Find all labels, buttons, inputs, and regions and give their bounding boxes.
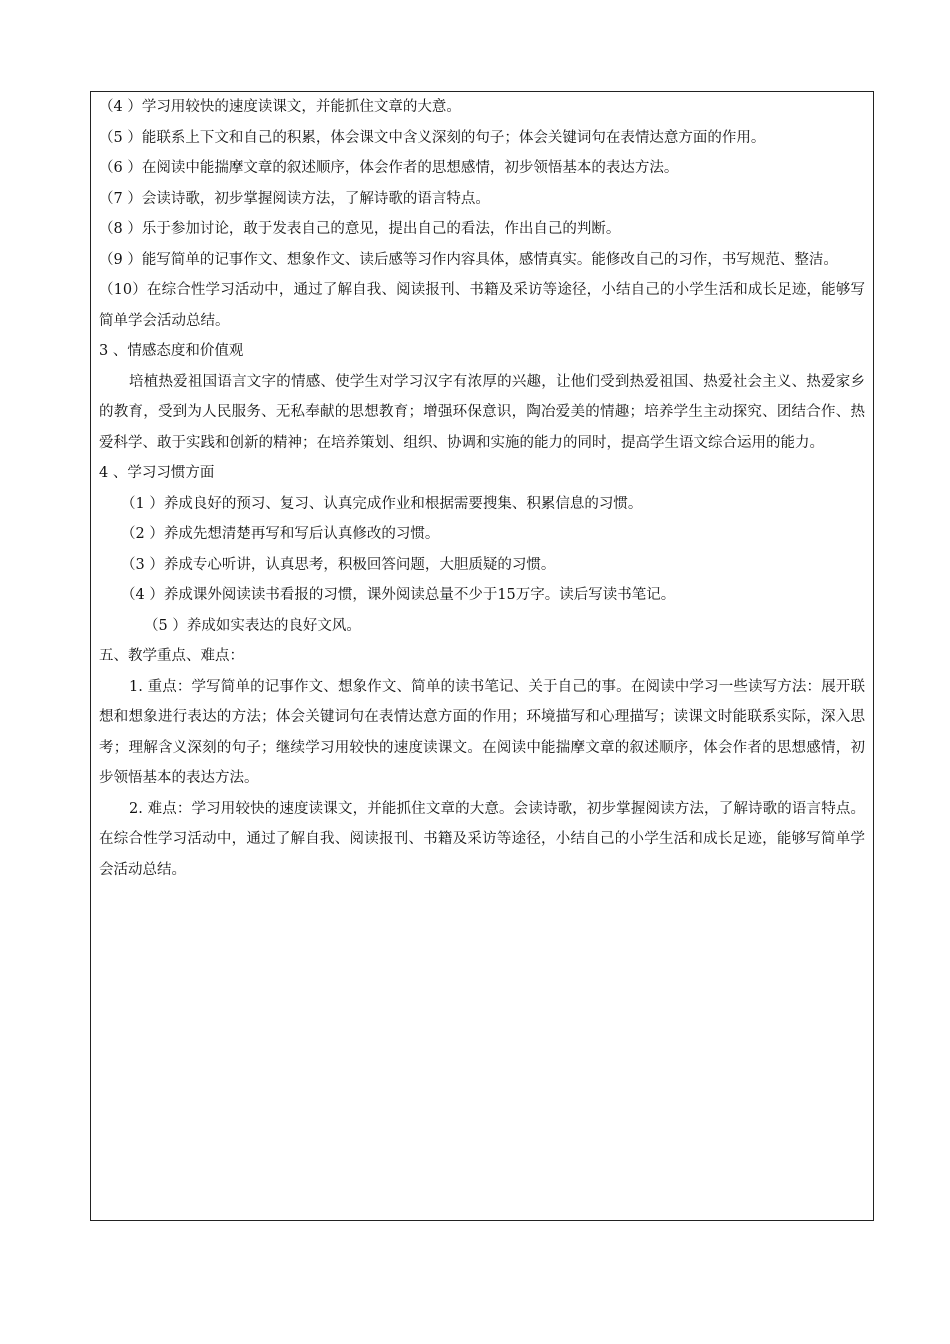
section-heading-focus: 五、教学重点、难点： bbox=[99, 648, 244, 664]
difficult-points-paragraph: 2. 难点：学习用较快的速度读课文，并能抓住文章的大意。会读诗歌，初步掌握阅读方法，了解诗歌的语言特点。在综合性学习活动中，通过了解自我、阅读报刊、书籍及采访等途径，小结自己的小学生活和成长足迹，能够写简单学会活动总结。 bbox=[99, 800, 865, 878]
habit-item-5: （5 ）养成如实表达的良好文风。 bbox=[144, 617, 361, 634]
section-heading-habits: 4 、学习习惯方面 bbox=[99, 465, 215, 481]
habit-item-2: （2 ）养成先想清楚再写和写后认真修改的习惯。 bbox=[121, 526, 440, 542]
habit-item-3: （3 ）养成专心听讲，认真思考，积极回答问题，大胆质疑的习惯。 bbox=[121, 556, 556, 573]
objective-item-9: （9 ）能写简单的记事作文、想象作文、读后感等习作内容具体，感情真实。能修改自己的习作，书写规范、整洁。 bbox=[99, 251, 838, 268]
table-cell-frame bbox=[90, 91, 874, 1221]
section-heading-values: 3 、情感态度和价值观 bbox=[99, 343, 244, 359]
objective-item-7: （7 ）会读诗歌，初步掌握阅读方法，了解诗歌的语言特点。 bbox=[99, 190, 490, 207]
key-points-paragraph: 1. 重点：学写简单的记事作文、想象作文、简单的读书笔记、关于自己的事。在阅读中学习一些读写方法：展开联想和想象进行表达的方法；体会关键词句在表情达意方面的作用；环境描写和心理描写；读课文时能联系实际，深入思考；理解含义深刻的句子；继续学习用较快的速度读课文。在阅读中能揣摩文章的叙述顺序，体会作者的思想感情，初步领悟基本的表达方法。 bbox=[99, 678, 865, 786]
habit-item-1: （1 ）养成良好的预习、复习、认真完成作业和根据需要搜集、积累信息的习惯。 bbox=[121, 495, 643, 512]
document-content bbox=[99, 92, 865, 885]
objective-item-6: （6 ）在阅读中能揣摩文章的叙述顺序，体会作者的思想感情，初步领悟基本的表达方法。 bbox=[99, 160, 679, 176]
values-paragraph: 培植热爱祖国语言文字的情感、使学生对学习汉字有浓厚的兴趣，让他们受到热爱祖国、热爱社会主义、热爱家乡的教育，受到为人民服务、无私奉献的思想教育；增强环保意识，陶冶爱美的情趣；培养学生主动探究、团结合作、热爱科学、敢于实践和创新的精神；在培养策划、组织、协调和实施的能力的同时，提高学生语文综合运用的能力。 bbox=[99, 373, 865, 451]
objective-item-5: （5 ）能联系上下文和自己的积累，体会课文中含义深刻的句子；体会关键词句在表情达意方面的作用。 bbox=[99, 129, 766, 146]
habit-item-4: （4 ）养成课外阅读读书看报的习惯，课外阅读总量不少于15万字。读后写读书笔记。 bbox=[121, 587, 676, 603]
objective-item-8: （8 ）乐于参加讨论，敢于发表自己的意见，提出自己的看法，作出自己的判断。 bbox=[99, 221, 621, 237]
objective-item-4: （4 ）学习用较快的速度读课文，并能抓住文章的大意。 bbox=[99, 99, 461, 115]
objective-item-10: （10）在综合性学习活动中，通过了解自我、阅读报刊、书籍及采访等途径，小结自己的小学生活和成长足迹，能够写简单学会活动总结。 bbox=[99, 282, 865, 329]
